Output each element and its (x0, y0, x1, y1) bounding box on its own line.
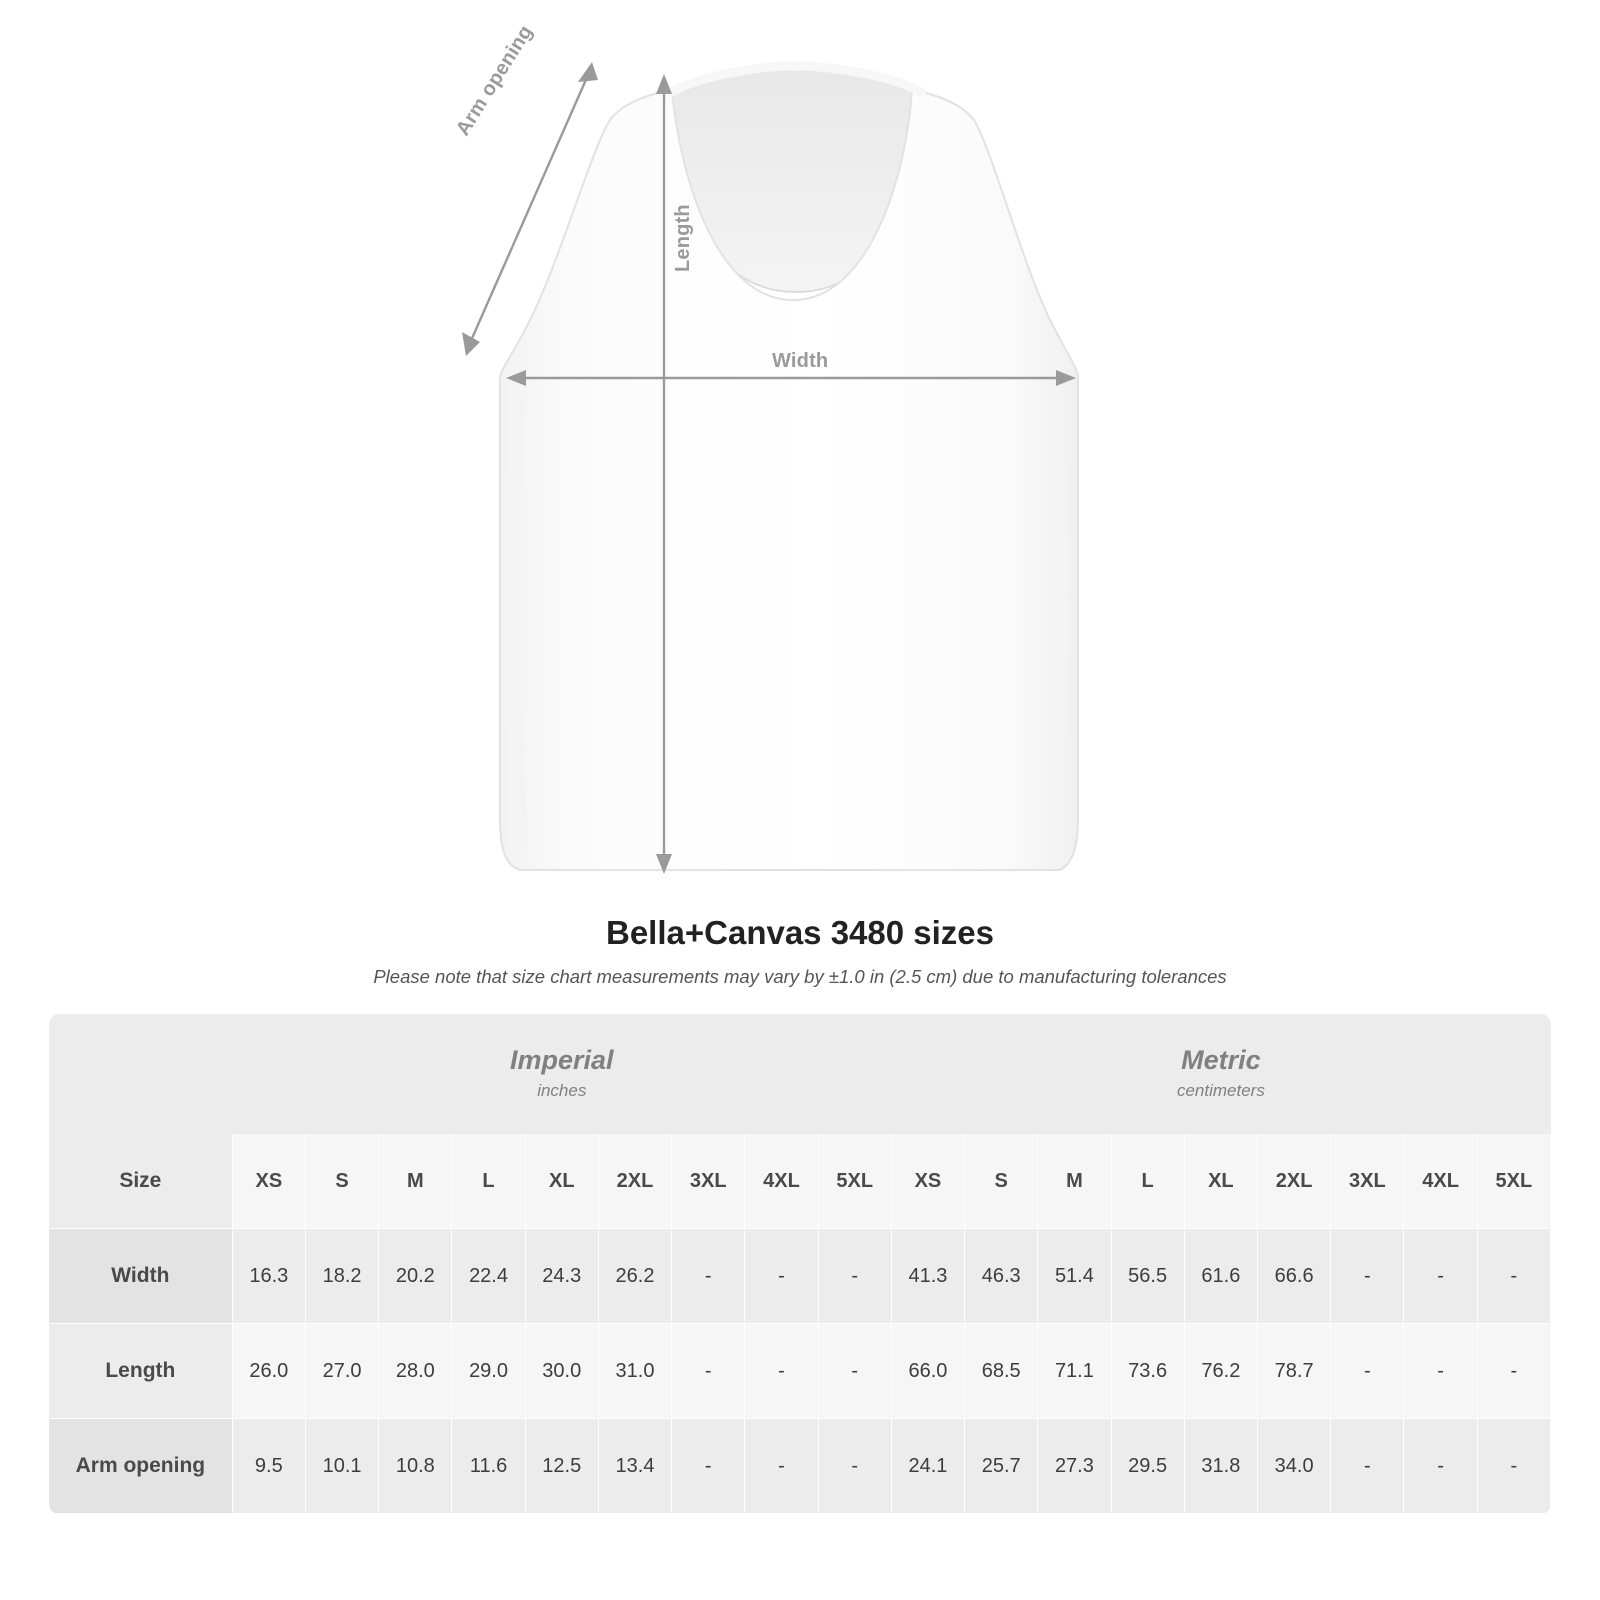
column-header-3xl-metric: 3XL (1331, 1134, 1404, 1229)
size-header-row (49, 1134, 1551, 1229)
cell-arm-xl-cm: 31.8 (1184, 1419, 1257, 1514)
cell-length-m-in: 28.0 (379, 1324, 452, 1419)
cell-length-xl-in: 30.0 (525, 1324, 598, 1419)
cell-width-m-in: 20.2 (379, 1229, 452, 1324)
cell-length-xs-cm: 66.0 (891, 1324, 964, 1419)
cell-length-5xl-cm: - (1477, 1324, 1550, 1419)
cell-arm-m-in: 10.8 (379, 1419, 452, 1514)
column-header-m-metric: M (1038, 1134, 1111, 1229)
imperial-unit-cell (232, 1014, 891, 1134)
table-row (49, 1419, 1551, 1514)
cell-width-l-in: 22.4 (452, 1229, 525, 1324)
cell-length-l-in: 29.0 (452, 1324, 525, 1419)
cell-length-xs-in: 26.0 (232, 1324, 305, 1419)
cell-width-3xl-cm: - (1331, 1229, 1404, 1324)
cell-width-3xl-in: - (672, 1229, 745, 1324)
column-header-5xl-imperial: 5XL (818, 1134, 891, 1229)
column-header-xs-imperial: XS (232, 1134, 305, 1229)
metric-unit-sub: centimeters (1176, 1081, 1265, 1101)
row-label-arm-opening: Arm opening (49, 1419, 232, 1514)
cell-length-3xl-cm: - (1331, 1324, 1404, 1419)
imperial-unit-sub: inches (537, 1081, 587, 1101)
cell-width-4xl-cm: - (1404, 1229, 1477, 1324)
size-row-header: Size (49, 1134, 232, 1229)
column-header-2xl-metric: 2XL (1258, 1134, 1331, 1229)
column-header-xs-metric: XS (891, 1134, 964, 1229)
cell-arm-xs-in: 9.5 (232, 1419, 305, 1514)
cell-arm-s-in: 10.1 (305, 1419, 378, 1514)
page-title: Bella+Canvas 3480 sizes (605, 914, 995, 951)
size-table (49, 1014, 1551, 1514)
row-label-length: Length (49, 1324, 232, 1419)
cell-arm-l-cm: 29.5 (1111, 1419, 1184, 1514)
cell-arm-4xl-cm: - (1404, 1419, 1477, 1514)
column-header-4xl-metric: 4XL (1404, 1134, 1477, 1229)
column-header-xl-imperial: XL (525, 1134, 598, 1229)
cell-arm-2xl-cm: 34.0 (1258, 1419, 1331, 1514)
cell-width-2xl-in: 26.2 (598, 1229, 671, 1324)
metric-unit-cell (891, 1014, 1550, 1134)
cell-arm-5xl-cm: - (1477, 1419, 1550, 1514)
cell-width-m-cm: 51.4 (1038, 1229, 1111, 1324)
cell-arm-s-cm: 25.7 (965, 1419, 1038, 1514)
cell-arm-xl-in: 12.5 (525, 1419, 598, 1514)
arm-opening-dimension-label: Arm opening (452, 21, 538, 140)
column-header-l-imperial: L (452, 1134, 525, 1229)
cell-length-l-cm: 73.6 (1111, 1324, 1184, 1419)
cell-width-xl-cm: 61.6 (1184, 1229, 1257, 1324)
unit-header-row (49, 1014, 1551, 1134)
column-header-4xl-imperial: 4XL (745, 1134, 818, 1229)
title-block (0, 914, 1600, 988)
cell-arm-2xl-in: 13.4 (598, 1419, 671, 1514)
table-row (49, 1324, 1551, 1419)
column-header-s-imperial: S (305, 1134, 378, 1229)
cell-arm-xs-cm: 24.1 (891, 1419, 964, 1514)
cell-length-s-cm: 68.5 (965, 1324, 1038, 1419)
width-dimension-label: Width (772, 350, 829, 372)
column-header-3xl-imperial: 3XL (672, 1134, 745, 1229)
column-header-xl-metric: XL (1184, 1134, 1257, 1229)
metric-unit-name: Metric (1181, 1045, 1261, 1076)
cell-arm-4xl-in: - (745, 1419, 818, 1514)
cell-arm-5xl-in: - (818, 1419, 891, 1514)
column-header-m-imperial: M (379, 1134, 452, 1229)
table-row (49, 1229, 1551, 1324)
cell-width-xs-in: 16.3 (232, 1229, 305, 1324)
cell-width-xl-in: 24.3 (525, 1229, 598, 1324)
cell-length-4xl-cm: - (1404, 1324, 1477, 1419)
cell-width-5xl-in: - (818, 1229, 891, 1324)
column-header-5xl-metric: 5XL (1477, 1134, 1550, 1229)
cell-width-s-cm: 46.3 (965, 1229, 1038, 1324)
row-label-width: Width (49, 1229, 232, 1324)
size-table-wrapper (49, 1014, 1551, 1514)
cell-length-4xl-in: - (745, 1324, 818, 1419)
cell-length-2xl-in: 31.0 (598, 1324, 671, 1419)
cell-length-3xl-in: - (672, 1324, 745, 1419)
cell-width-xs-cm: 41.3 (891, 1229, 964, 1324)
cell-length-2xl-cm: 78.7 (1258, 1324, 1331, 1419)
column-header-2xl-imperial: 2XL (598, 1134, 671, 1229)
cell-width-4xl-in: - (745, 1229, 818, 1324)
cell-arm-l-in: 11.6 (452, 1419, 525, 1514)
cell-width-s-in: 18.2 (305, 1229, 378, 1324)
cell-length-xl-cm: 76.2 (1184, 1324, 1257, 1419)
cell-arm-3xl-cm: - (1331, 1419, 1404, 1514)
cell-length-m-cm: 71.1 (1038, 1324, 1111, 1419)
cell-width-2xl-cm: 66.6 (1258, 1229, 1331, 1324)
length-dimension-label: Length (672, 204, 694, 272)
column-header-s-metric: S (965, 1134, 1038, 1229)
cell-width-l-cm: 56.5 (1111, 1229, 1184, 1324)
imperial-unit-name: Imperial (510, 1045, 614, 1076)
cell-width-5xl-cm: - (1477, 1229, 1550, 1324)
unit-corner-cell (49, 1014, 232, 1134)
cell-arm-3xl-in: - (672, 1419, 745, 1514)
column-header-l-metric: L (1111, 1134, 1184, 1229)
cell-length-5xl-in: - (818, 1324, 891, 1419)
tolerance-note: Please note that size chart measurements may vary by ±1.0 in (2.5 cm) due to manufacturing tolerances (373, 966, 1227, 987)
cell-length-s-in: 27.0 (305, 1324, 378, 1419)
cell-arm-m-cm: 27.3 (1038, 1419, 1111, 1514)
